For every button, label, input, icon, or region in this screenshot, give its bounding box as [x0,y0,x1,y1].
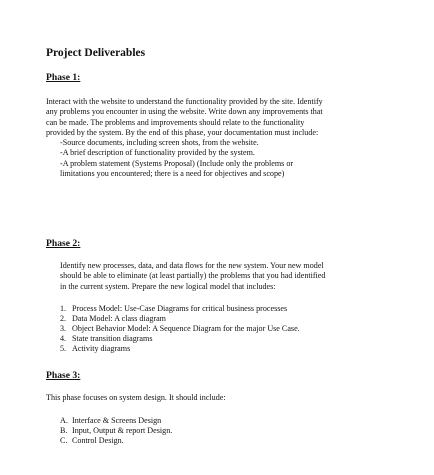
list-item-text: Input, Output & report Design. [72,426,173,436]
phase-1-line: can be made. The problems and improvements should relate to the functionality [46,117,305,127]
list-item [60,436,172,446]
phase-2-line: in the current system. Prepare the new logical model that includes: [60,281,276,291]
phase-2-numbered-list [60,304,300,354]
phase-1-heading: Phase 1: [46,72,81,83]
phase-1-line: any problems you encounter in using the website. Write down any improvements that [46,107,323,117]
list-item-marker: 3. [60,324,67,334]
list-item [60,344,300,354]
list-item-text: Interface & Screens Design [72,416,162,425]
list-item-marker: A. [60,416,68,425]
list-item-marker: 4. [60,334,67,344]
phase-1-line: provided by the system. By the end of this phase, your documentation must include: [46,127,319,137]
document-title: Project Deliverables [46,47,146,59]
list-item-marker: 5. [60,344,67,354]
phase-2-paragraph [60,261,325,292]
phase-2-line: Identify new processes, data, and data flows for the new system. Your new model [60,261,324,270]
list-item-text: Data Model: A class diagram [72,314,166,324]
list-item [60,304,300,314]
list-item-marker: 1. [60,304,67,313]
phase-2-line: should be able to eliminate (at least partially) the problems that you had identified [60,271,326,281]
phase-1-bullet: limitations you encountered; there is a need for objectives and scope) [60,169,285,179]
phase-3-heading: Phase 3: [46,370,81,381]
list-item-text: State transition diagrams [72,334,153,344]
phase-1-bullet: -A problem statement (Systems Proposal) (Include only the problems or [60,158,294,168]
list-item-marker: B. [60,426,68,436]
phase-1-bullet: -A brief description of functionality provided by the system. [60,148,255,158]
phase-1-bullet: -Source documents, including screen shots, from the website. [60,138,259,148]
phase-3-lettered-list [60,416,172,446]
list-item [60,334,300,344]
list-item [60,416,172,426]
list-item-marker: 2. [60,314,67,324]
list-item-text: Control Design. [72,436,124,446]
list-item [60,314,300,324]
list-item-marker: C. [60,436,68,446]
list-item-text: Process Model: Use-Case Diagrams for critical business processes [72,304,288,313]
phase-1-line: Interact with the website to understand the functionality provided by the site. Identify [46,97,323,106]
phase-1-paragraph [46,97,323,179]
phase-2-heading: Phase 2: [46,238,81,249]
list-item [60,426,172,436]
list-item-text: Activity diagrams [72,344,131,354]
phase-3-intro: This phase focuses on system design. It should include: [46,393,226,402]
list-item [60,324,300,334]
list-item-text: Object Behavior Model: A Sequence Diagram for the major Use Case. [72,324,300,334]
